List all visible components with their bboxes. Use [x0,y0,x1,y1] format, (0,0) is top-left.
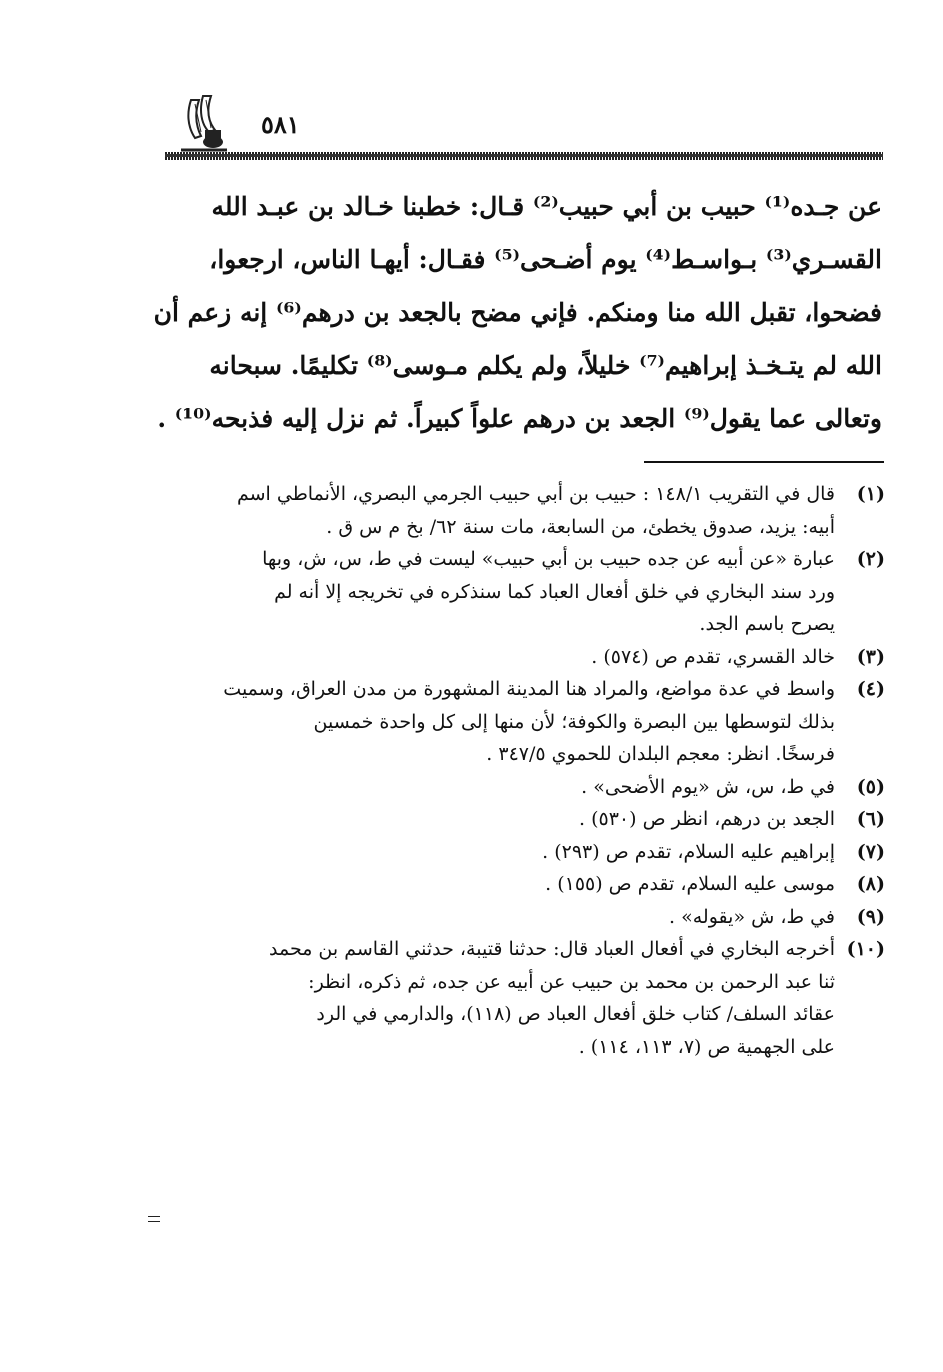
footnote-line: الجعد بن درهم، انظر ص (٥٣٠) . [579,808,835,830]
footnote-8 [150,868,885,901]
footnote-line: على الجهمية ص (٧، ١١٣، ١١٤) . [578,1035,835,1058]
footnote-number: (٣) [856,645,885,668]
main-text-line: فضحوا، تقبل الله منا ومنكم. فإني مضح بالجعد بن درهم⁽⁶⁾ إنه زعم أن [153,298,882,327]
footnote-line: قال في التقريب ١٤٨/١ : حبيب بن أبي حبيب الجرمي البصري، الأنماطي اسم [236,483,835,505]
footnote-line: موسى عليه السلام، تقدم ص (١٥٥) . [545,873,835,895]
footnote-line: في ط، ش «يقوله» . [669,905,835,928]
footnote-number: (٩) [856,905,885,928]
footnote-line: إبراهيم عليه السلام، تقدم ص (٢٩٣) . [542,840,835,863]
footnote-line: أبيه: يزيد، صدوق يخطئ، من السابعة، مات سنة ٦٢/ بخ م س ق . [326,515,835,538]
footnote-line: فرسخًا. انظر: معجم البلدان للحموي ٣٤٧/٥ . [486,743,835,765]
footnote-9 [150,901,885,934]
footnote-number: (٧) [856,840,885,863]
footnote-number: (٦) [856,808,885,830]
margin-mark [148,1216,160,1222]
footnote-6 [150,803,885,836]
footnote-separator [644,461,884,463]
page-header [165,92,883,162]
main-text-line: عن جـده⁽¹⁾ حبيب بن أبي حبيب⁽²⁾ قـال: خطبنا خـالد بن عبـد الله [211,192,882,221]
main-text-line: القسـري⁽³⁾ بـواسـط⁽⁴⁾ يوم أضـحى⁽⁵⁾ فقـال: أيهـا الناس، ارجعوا، [209,245,882,274]
footnote-line: عبارة «عن أبيه عن جده حبيب بن أبي حبيب» ليست في ط، س، ش، وبها [262,548,835,570]
quill-inkwell-icon [173,92,235,156]
footnote-7 [150,836,885,869]
main-text-line: الله لم يتـخـذ إبراهيم⁽⁷⁾ خليلاً، ولم يكلم مـوسى⁽⁸⁾ تكليمًا. سبحانه [209,351,882,380]
footnote-number: (١٠) [846,938,885,960]
footnote-line: بذلك لتوسطها بين البصرة والكوفة؛ لأن منها إلى كل واحدة خمسين [313,710,835,733]
footnote-line: ورد سند البخاري في خلق أفعال العباد كما سنذكره في تخريجه إلا أنه لم [274,580,835,603]
footnote-number: (٢) [856,548,885,570]
footnote-number: (١) [856,483,885,505]
footnotes [150,478,885,1063]
footnote-line: في ط، س، ش «يوم الأضحى» . [581,775,835,798]
footnote-line: أخرجه البخاري في أفعال العباد قال: حدثنا قتيبة، حدثني القاسم بن محمد [268,938,835,960]
footnote-5 [150,771,885,804]
footnote-line: خالد القسري، تقدم ص (٥٧٤) . [591,645,835,668]
footnote-line: واسط في عدة مواضع، والمراد هنا المدينة المشهورة من مدن العراق، وسميت [223,678,835,700]
footnote-2 [150,543,885,641]
footnote-number: (٤) [856,678,885,700]
footnote-line: ثنا عبد الرحمن بن محمد بن حبيب عن أبيه عن جده، ثم ذكره، انظر: [308,970,835,993]
main-text-line: وتعالى عما يقول⁽⁹⁾ الجعد بن درهم علواً كبيراً. ثم نزل إليه فذبحه⁽¹⁰⁾ . [157,404,882,433]
footnote-4 [150,673,885,771]
footnote-1 [150,478,885,543]
footnote-line: عقائد السلف/ كتاب خلق أفعال العباد ص (١١٨)، والدارمي في الرد [316,1003,835,1025]
footnote-number: (٥) [856,775,885,798]
footnote-10 [150,933,885,1063]
header-rule [165,152,883,160]
footnote-number: (٨) [856,873,885,895]
footnote-3 [150,641,885,674]
main-text [153,180,882,445]
footnote-line: يصرح باسم الجد. [699,613,835,635]
page-number: ٥٨١ [261,110,300,139]
